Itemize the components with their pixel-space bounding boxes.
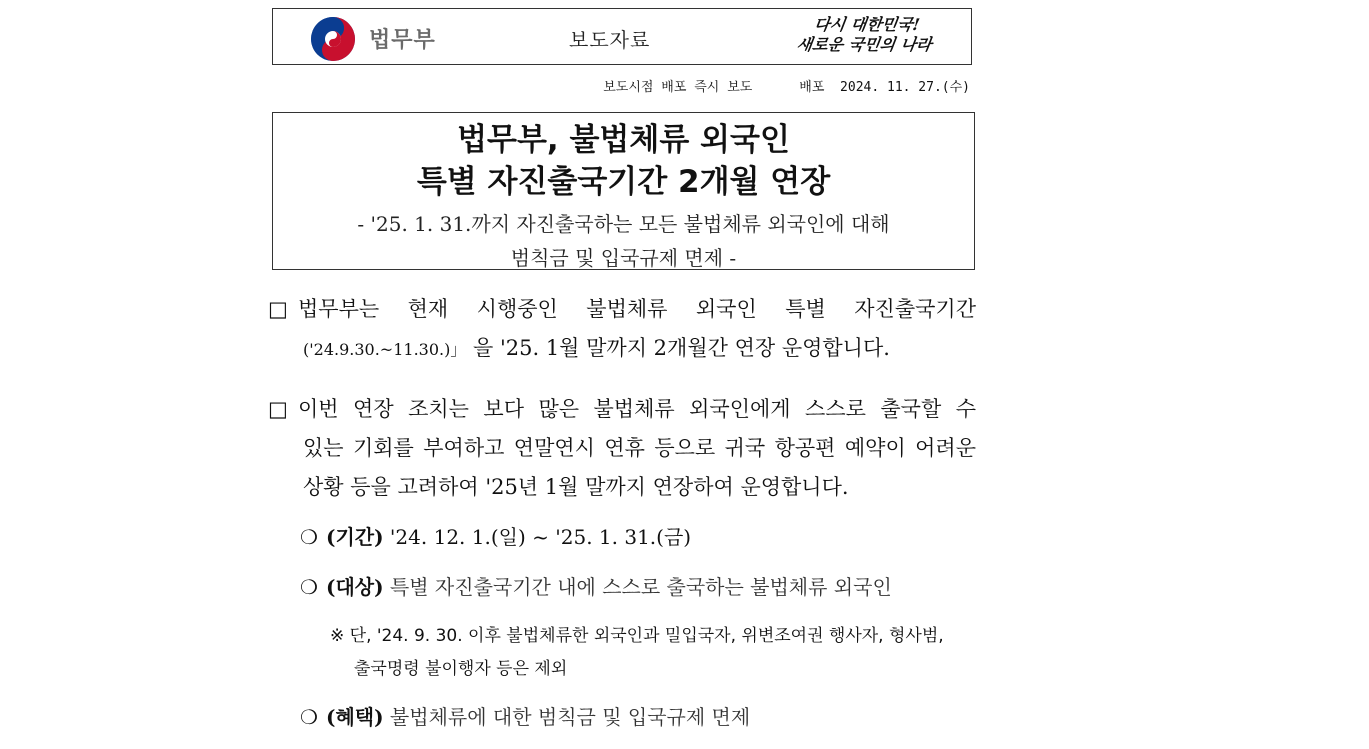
item-text: '24. 12. 1.(일) ~ '25. 1. 31.(금) [383, 525, 692, 549]
headline-line-2: 특별 자진출국기간 2개월 연장 [416, 164, 831, 200]
ministry-name: 법무부 [369, 28, 436, 53]
paragraph-1 [268, 290, 976, 369]
slogan [775, 15, 956, 55]
paragraph-2 [268, 390, 976, 507]
item-label: (대상) [326, 575, 384, 599]
header-box [272, 8, 972, 65]
paragraph-1-period: ('24.9.30.~11.30.)」 [303, 340, 467, 359]
headline-line-1: 법무부, 불법체류 외국인 [457, 122, 790, 158]
square-bullet-icon: □ [268, 397, 288, 421]
subheadline [273, 207, 974, 275]
circle-bullet-icon: ❍ [300, 575, 318, 599]
square-bullet-icon: □ [268, 297, 288, 321]
circle-bullet-icon: ❍ [300, 525, 318, 549]
item-text: 특별 자진출국기간 내에 스스로 출국하는 불법체류 외국인 [383, 575, 892, 599]
paragraph-1-line-1: 법무부는 현재 시행중인 불법체류 외국인 특별 자진출국기간 [298, 297, 976, 321]
taegeuk-logo-icon [309, 15, 357, 63]
subheadline-line-1: - '25. 1. 31.까지 자진출국하는 모든 불법체류 외국인에 대해 [357, 212, 890, 236]
paragraph-1-line-2: 을 '25. 1월 말까지 2개월간 연장 운영합니다. [466, 336, 890, 360]
item-label: (혜택) [326, 705, 384, 729]
slogan-line-1: 다시 대한민국! [812, 15, 921, 34]
item-label: (기간) [326, 525, 384, 549]
note [330, 620, 976, 686]
item-text: 불법체류에 대한 범칙금 및 입국규제 면제 [383, 705, 751, 729]
list-item [300, 522, 691, 552]
slogan-line-2: 새로운 국민의 나라 [795, 35, 933, 54]
note-line-1: ※ 단, '24. 9. 30. 이후 불법체류한 외국인과 밀입국자, 위변조여권 행사자, 형사범, [330, 626, 944, 646]
subheadline-line-2: 범칙금 및 입국규제 면제 - [510, 246, 737, 270]
list-item [300, 702, 750, 732]
circle-bullet-icon: ❍ [300, 705, 318, 729]
paragraph-2-line-2: 있는 기회를 부여하고 연말연시 연휴 등으로 귀국 항공편 예약이 어려운 [303, 436, 976, 460]
list-item [300, 572, 892, 602]
doc-type-label: 보도자료 [569, 28, 651, 52]
paragraph-2-line-1: 이번 연장 조치는 보다 많은 불법체류 외국인에게 스스로 출국할 수 [298, 397, 976, 421]
title-box [272, 112, 975, 270]
release-info: 보도시점 배포 즉시 보도 배포 2024. 11. 27.(수) [603, 80, 970, 95]
note-line-2: 출국명령 불이행자 등은 제외 [354, 659, 568, 679]
paragraph-2-line-3: 상황 등을 고려하여 '25년 1월 말까지 연장하여 운영합니다. [303, 475, 849, 499]
